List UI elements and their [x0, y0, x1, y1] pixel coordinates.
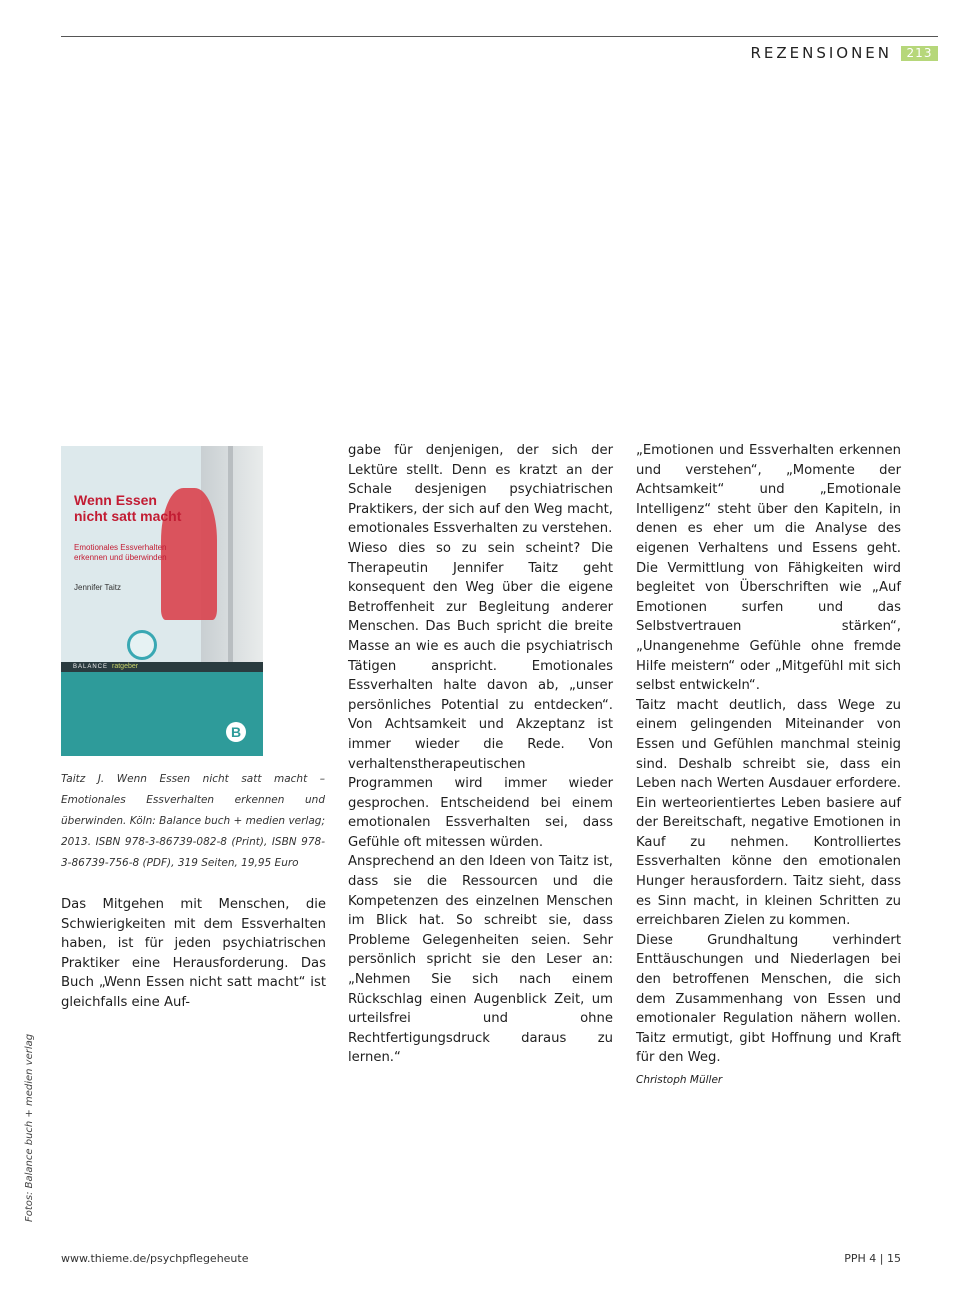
cover-bottom-panel	[61, 672, 263, 756]
article-column-1	[61, 895, 326, 1013]
header-rule	[61, 36, 938, 37]
paragraph: „Emotionen und Essverhalten erkennen und verstehen“, „Momente der Achtsamkeit“ und „Emotionale Intelligenz“ steht über den Kapiteln, in denen es eher um die Analyse des eigenen Verhaltens und Essens geht. Die Vermittlung von Fähigkeiten wird begleitet von Überschriften wie „Auf Emotionen surfen und das Selbstvertrauen stärken“, „Unangenehme Gefühle ohne fremde Hilfe meistern“ oder „Mitgefühl mit sich selbst entwickeln“.	[636, 443, 901, 694]
photo-credit: Fotos: Balance buch + medien verlag	[24, 1033, 35, 1222]
footer-url: www.thieme.de/psychpflegeheute	[61, 1252, 249, 1265]
cover-pole	[228, 446, 233, 662]
publisher-logo-icon: B	[226, 722, 246, 742]
paragraph: Das Mitgehen mit Menschen, die Schwierigkeiten mit dem Essverhalten haben, ist für jeden psychiatrischen Praktiker eine Herausforderung. Das Buch „Wenn Essen nicht satt macht“ ist gleichfalls eine Auf-	[61, 897, 326, 1010]
cover-title: Wenn Essen nicht satt macht	[74, 492, 182, 524]
book-citation-caption: Taitz J. Wenn Essen nicht satt macht – Emotionales Essverhalten erkennen und überwinden. Köln: Balance buch + medien verlag; 2013. ISBN 978-3-86739-082-8 (Print), ISBN 978-3-86739-756-8 (PDF), 319 Seiten, 19,95 Euro	[61, 773, 325, 869]
article-column-2	[348, 441, 613, 1068]
cover-series	[73, 662, 138, 672]
page-number-badge: 213	[901, 46, 938, 61]
paragraph: gabe für denjenigen, der sich der Lektüre stellt. Denn es kratzt an der Schale desjenigen psychiatrischen Praktikers, der sich auf den Weg macht, emotionales Essverhalten zu verstehen.	[348, 443, 613, 537]
section-title: REZENSIONEN	[750, 44, 892, 62]
paragraph: Wieso dies so zu sein scheint? Die Therapeutin Jennifer Taitz geht konsequent den Weg über die eigene Betroffenheit zur Begleitung anderer Menschen. Das Buch spricht die breite Masse an wie es auch die psychiatrisch Tätigen anspricht. Emotionales Essverhalten halte davon ab, „unser persönliches Potential zu entdecken“. Von Achtsamkeit und Akzeptanz ist immer wieder die Rede. Von verhaltenstherapeutischen Programmen wird immer wieder gesprochen. Entscheidend bei einem emotionalen Essverhalten sei, dass Gefühle oft mitessen würden.	[348, 540, 613, 850]
paragraph: Diese Grundhaltung verhindert Enttäuschungen und Niederlagen bei den betroffenen Menschen, die sich dem Zusammenhang von Essen und emotionaler Regulation nähern wollen. Taitz ermutigt, gibt Hoffnung und Kraft für den Weg.	[636, 932, 901, 1066]
book-cover-image	[61, 446, 263, 756]
cover-author: Jennifer Taitz	[74, 583, 121, 592]
cover-subtitle: Emotionales Essverhalten erkennen und überwinden	[74, 543, 167, 562]
paragraph: Taitz macht deutlich, dass Wege zu einem gelingenden Miteinander von Essen und Gefühlen manchmal steinig sind. Deshalb schreibt sie, dass ein Leben nach Werten Ausdauer erfordere. Ein werteorientiertes Leben basiere auf der Bereitschaft, negative Emotionen in Kauf zu nehmen. Kontrolliertes Essverhalten könne den emotionalen Hunger herausfordern. Taitz sieht, dass es Sinn macht, in kleinen Schritten zu erreichbaren Zielen zu kommen.	[636, 697, 901, 929]
cover-series-prefix: BALANCE	[73, 664, 109, 670]
cover-series-name: ratgeber	[112, 663, 139, 670]
article-column-3	[636, 441, 901, 1090]
paragraph: Ansprechend an den Ideen von Taitz ist, dass sie die Ressourcen und die Kompetenzen des einzelnen Menschen im Blick hat. So schreibt sie, dass Probleme Gelegenheiten seien. Sehr persönlich spricht sie den Leser an: „Nehmen Sie sich nach einem Rückschlag einen Augenblick Zeit, um urteilsfrei und ohne Rechtfertigungsdruck daraus zu lernen.“	[348, 854, 613, 1066]
footer-issue: PPH 4 | 15	[844, 1252, 901, 1265]
reviewer-name: Christoph Müller	[636, 1074, 723, 1086]
cover-emblem-icon	[127, 630, 157, 660]
